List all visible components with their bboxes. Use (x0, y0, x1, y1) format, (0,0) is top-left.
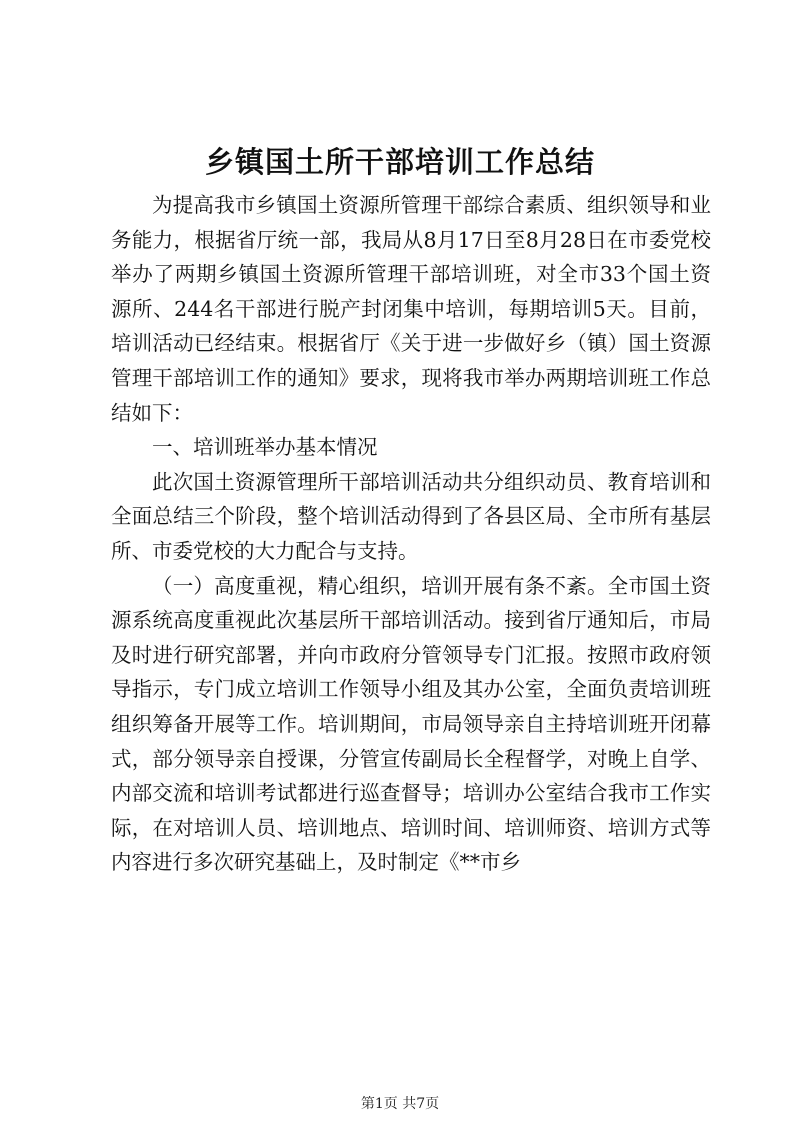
intro-paragraph: 为提高我市乡镇国土资源所管理干部综合素质、组织领导和业务能力，根据省厅统一部，我局从8月17日至8月28日在市委党校举办了两期乡镇国土资源所管理干部培训班，对全市33个国土资源所、244名干部进行脱产封闭集中培训，每期培训5天。目前，培训活动已经结束。根据省厅《关于进一步做好乡（镇）国土资源管理干部培训工作的通知》要求，现将我市举办两期培训班工作总结如下： (111, 193, 711, 425)
section-1-paragraph: 此次国土资源管理所干部培训活动共分组织动员、教育培训和全面总结三个阶段，整个培训活动得到了各县区局、全市所有基层所、市委党校的大力配合与支持。 (111, 469, 711, 563)
document-title: 乡镇国土所干部培训工作总结 (204, 145, 595, 179)
page-footer: 第1页 共7页 (360, 1096, 440, 1112)
section-heading-1: 一、培训班举办基本情况 (152, 435, 378, 460)
document-body (111, 188, 711, 880)
subsection-1-paragraph: （一）高度重视，精心组织，培训开展有条不紊。全市国土资源系统高度重视此次基层所干部培训活动。接到省厅通知后，市局及时进行研究部署，并向市政府分管领导专门汇报。按照市政府领导指示，专门成立培训工作领导小组及其办公室，全面负责培训班组织筹备开展等工作。培训期间，市局领导亲自主持培训班开闭幕式，部分领导亲自授课，分管宣传副局长全程督学，对晚上自学、内部交流和培训考试都进行巡查督导；培训办公室结合我市工作实际，在对培训人员、培训地点、培训时间、培训师资、培训方式等内容进行多次研究基础上，及时制定《**市乡 (111, 573, 711, 875)
